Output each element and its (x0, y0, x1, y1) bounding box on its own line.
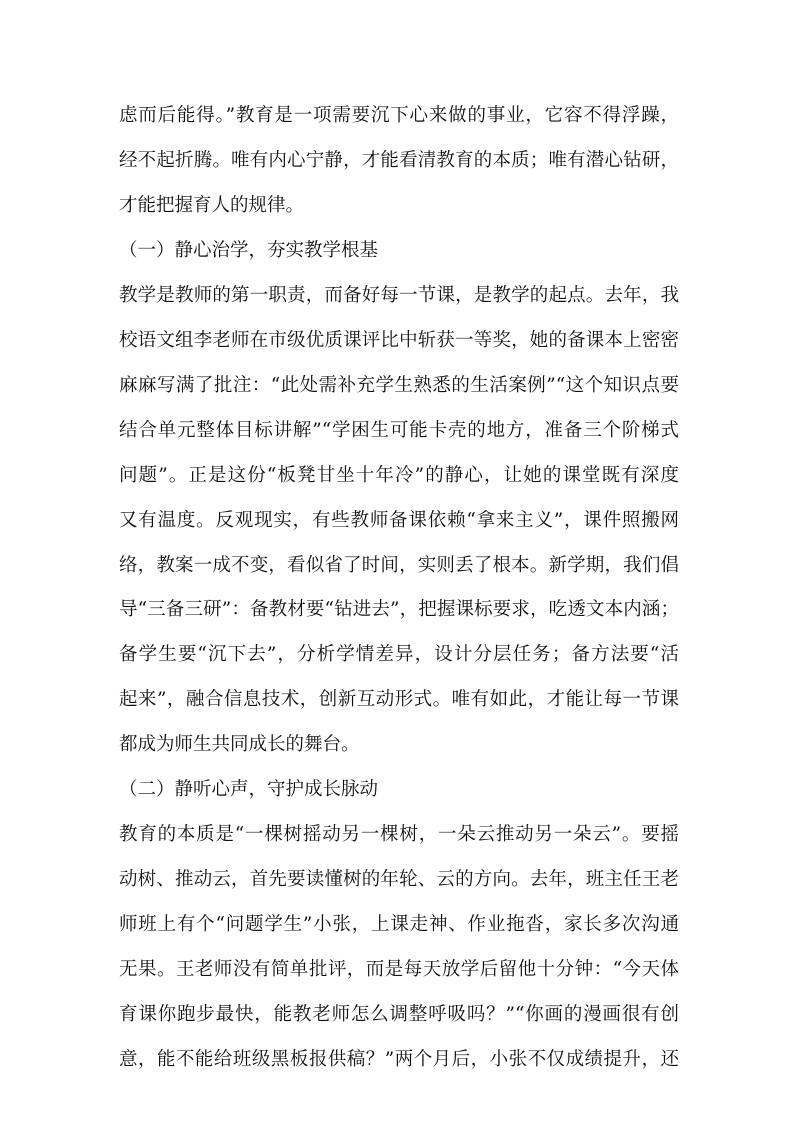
text-line: 教育的本质是“一棵树摇动另一棵树，一朵云推动另一朵云”。要摇 (119, 824, 679, 845)
text-line: 起来”，融合信息技术，创新互动形式。唯有如此，才能让每一节课 (119, 689, 679, 710)
section-heading: （一）静心治学，夯实教学根基 (119, 240, 379, 261)
text-line: 经不起折腾。唯有内心宁静，才能看清教育的本质；唯有潜心钻研， (119, 150, 679, 171)
text-line: 又有温度。反观现实，有些教师备课依赖“拿来主义”，课件照搬网 (119, 510, 679, 531)
text-line: 麻麻写满了批注：“此处需补充学生熟悉的生活案例”“这个知识点要 (119, 375, 679, 396)
text-line: 才能把握育人的规律。 (119, 195, 305, 216)
text-line: 备学生要“沉下去”，分析学情差异，设计分层任务；备方法要“活 (119, 644, 679, 665)
text-line: 动树、推动云，首先要读懂树的年轮、云的方向。去年，班主任王老 (119, 869, 679, 890)
text-line: 络，教案一成不变，看似省了时间，实则丢了根本。新学期，我们倡 (119, 555, 679, 576)
text-line: 虑而后能得。”教育是一项需要沉下心来做的事业，它容不得浮躁， (119, 105, 679, 126)
text-line: 意，能不能给班级黑板报供稿？”两个月后，小张不仅成绩提升，还 (119, 1049, 679, 1070)
text-line: 无果。王老师没有简单批评，而是每天放学后留他十分钟：“今天体 (119, 959, 679, 980)
text-line: 教学是教师的第一职责，而备好每一节课，是教学的起点。去年，我 (119, 285, 679, 306)
text-line: 结合单元整体目标讲解”“学困生可能卡壳的地方，准备三个阶梯式 (119, 420, 679, 441)
text-line: 师班上有个“问题学生”小张，上课走神、作业拖沓，家长多次沟通 (119, 914, 679, 935)
text-line: 都成为师生共同成长的舞台。 (119, 734, 360, 755)
text-line: 导“三备三研”：备教材要“钻进去”，把握课标要求，吃透文本内涵； (119, 599, 679, 620)
text-line: 问题”。正是这份“板凳甘坐十年冷”的静心，让她的课堂既有深度 (119, 465, 679, 486)
text-line: 校语文组李老师在市级优质课评比中斩获一等奖，她的备课本上密密 (119, 330, 679, 351)
section-heading: （二）静听心声，守护成长脉动 (119, 779, 379, 800)
text-line: 育课你跑步最快，能教老师怎么调整呼吸吗？”“你画的漫画很有创 (119, 1004, 679, 1025)
